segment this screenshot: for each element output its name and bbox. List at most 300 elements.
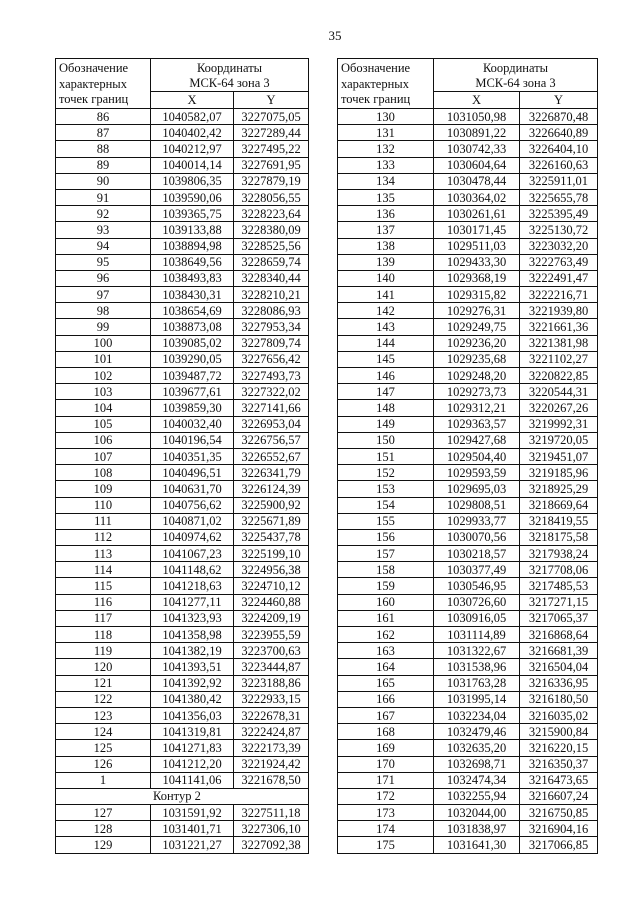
table-row — [338, 270, 598, 286]
header-text-line: точек границ — [341, 92, 411, 106]
point-id-cell: 99 — [56, 319, 151, 335]
point-id-cell: 125 — [56, 740, 151, 756]
point-id-cell: 90 — [56, 173, 151, 189]
y-coordinate-cell: 3219185,96 — [520, 465, 598, 481]
y-coordinate-cell: 3223188,86 — [234, 675, 309, 691]
table-row — [56, 594, 309, 610]
x-coordinate-cell: 1032255,94 — [434, 788, 520, 804]
coordinates-table-right — [337, 58, 598, 854]
x-coordinate-cell: 1030742,33 — [434, 141, 520, 157]
header-text-line: характерных — [59, 76, 127, 91]
table-row — [56, 254, 309, 270]
y-coordinate-cell: 3227141,66 — [234, 400, 309, 416]
table-row — [338, 837, 598, 853]
y-coordinate-cell: 3220267,26 — [520, 400, 598, 416]
coordinates-header — [151, 59, 309, 92]
y-coordinate-cell: 3228340,44 — [234, 270, 309, 286]
point-id-cell: 96 — [56, 270, 151, 286]
point-id-cell: 109 — [56, 481, 151, 497]
table-row — [56, 448, 309, 464]
x-coordinate-cell: 1030891,22 — [434, 125, 520, 141]
table-row — [338, 675, 598, 691]
x-coordinate-cell: 1040631,70 — [151, 481, 234, 497]
point-id-cell: 116 — [56, 594, 151, 610]
x-coordinate-cell: 1038649,56 — [151, 254, 234, 270]
table-row — [56, 562, 309, 578]
x-coordinate-cell: 1032479,46 — [434, 724, 520, 740]
table-row — [338, 319, 598, 335]
x-coordinate-cell: 1039859,30 — [151, 400, 234, 416]
point-id-cell: 168 — [338, 724, 434, 740]
x-coordinate-cell: 1041382,19 — [151, 643, 234, 659]
y-coordinate-cell: 3227289,44 — [234, 125, 309, 141]
y-coordinate-cell: 3216473,65 — [520, 772, 598, 788]
table-row — [338, 659, 598, 675]
y-coordinate-cell: 3216681,39 — [520, 643, 598, 659]
table-row — [56, 546, 309, 562]
x-coordinate-cell: 1031401,71 — [151, 821, 234, 837]
y-coordinate-cell: 3218419,55 — [520, 513, 598, 529]
table-row — [56, 206, 309, 222]
y-coordinate-cell: 3220544,31 — [520, 384, 598, 400]
point-id-cell: 134 — [338, 173, 434, 189]
x-coordinate-cell: 1032044,00 — [434, 805, 520, 821]
point-id-cell: 86 — [56, 109, 151, 125]
x-coordinate-cell: 1041380,42 — [151, 691, 234, 707]
x-coordinate-cell: 1040871,02 — [151, 513, 234, 529]
table-row — [56, 691, 309, 707]
point-id-cell: 128 — [56, 821, 151, 837]
table-row — [56, 303, 309, 319]
point-id-cell: 140 — [338, 270, 434, 286]
point-id-cell: 89 — [56, 157, 151, 173]
table-row — [56, 109, 309, 125]
x-coordinate-cell: 1039290,05 — [151, 351, 234, 367]
table-row — [338, 740, 598, 756]
x-coordinate-cell: 1029312,21 — [434, 400, 520, 416]
table-row — [338, 448, 598, 464]
y-coordinate-cell: 3223444,87 — [234, 659, 309, 675]
y-coordinate-cell: 3225437,78 — [234, 529, 309, 545]
x-coordinate-cell: 1030726,60 — [434, 594, 520, 610]
y-coordinate-cell: 3226404,10 — [520, 141, 598, 157]
page-number: 35 — [328, 28, 342, 43]
header-text-line: Координаты — [482, 60, 549, 75]
x-coordinate-cell: 1030070,56 — [434, 529, 520, 545]
point-id-cell: 127 — [56, 805, 151, 821]
y-coordinate-cell: 3216750,85 — [520, 805, 598, 821]
x-coordinate-cell: 1030218,57 — [434, 546, 520, 562]
table-row — [56, 724, 309, 740]
y-coordinate-cell: 3218925,29 — [520, 481, 598, 497]
y-coordinate-cell: 3226124,39 — [234, 481, 309, 497]
point-id-cell: 120 — [56, 659, 151, 675]
table-row — [56, 368, 309, 384]
point-id-cell: 95 — [56, 254, 151, 270]
x-coordinate-cell: 1032698,71 — [434, 756, 520, 772]
y-coordinate-cell: 3221924,42 — [234, 756, 309, 772]
point-id-cell: 87 — [56, 125, 151, 141]
point-id-cell: 122 — [56, 691, 151, 707]
y-coordinate-cell: 3222424,87 — [234, 724, 309, 740]
x-coordinate-cell: 1031538,96 — [434, 659, 520, 675]
y-coordinate-cell: 3217485,53 — [520, 578, 598, 594]
point-id-cell: 136 — [338, 206, 434, 222]
table-row — [338, 303, 598, 319]
table-row — [338, 206, 598, 222]
x-coordinate-cell: 1031114,89 — [434, 627, 520, 643]
x-coordinate-cell: 1030478,44 — [434, 173, 520, 189]
x-coordinate-cell: 1029504,40 — [434, 448, 520, 464]
table-row — [56, 821, 309, 837]
y-coordinate-cell: 3222678,31 — [234, 707, 309, 723]
point-id-cell: 104 — [56, 400, 151, 416]
point-id-cell: 138 — [338, 238, 434, 254]
table-row — [338, 578, 598, 594]
x-coordinate-cell: 1040402,42 — [151, 125, 234, 141]
x-coordinate-cell: 1041218,63 — [151, 578, 234, 594]
table-row — [56, 270, 309, 286]
point-id-cell: 129 — [56, 837, 151, 853]
x-coordinate-cell: 1041393,51 — [151, 659, 234, 675]
table-row — [56, 481, 309, 497]
x-coordinate-cell: 1039085,02 — [151, 335, 234, 351]
y-coordinate-cell: 3216220,15 — [520, 740, 598, 756]
table-row — [56, 675, 309, 691]
table-row — [338, 368, 598, 384]
table-row — [56, 756, 309, 772]
y-coordinate-cell: 3221381,98 — [520, 335, 598, 351]
table-row — [338, 643, 598, 659]
point-id-cell: 88 — [56, 141, 151, 157]
point-id-cell: 166 — [338, 691, 434, 707]
x-coordinate-cell: 1038654,69 — [151, 303, 234, 319]
table-row — [56, 335, 309, 351]
table-row — [338, 157, 598, 173]
contour-row — [56, 788, 309, 804]
table-row — [56, 740, 309, 756]
x-coordinate-cell: 1040496,51 — [151, 465, 234, 481]
point-id-cell: 141 — [338, 287, 434, 303]
table-row — [56, 141, 309, 157]
y-coordinate-cell: 3227493,73 — [234, 368, 309, 384]
x-coordinate-cell: 1030604,64 — [434, 157, 520, 173]
table-row — [56, 351, 309, 367]
x-coordinate-cell: 1039487,72 — [151, 368, 234, 384]
table-row — [56, 157, 309, 173]
x-coordinate-cell: 1029933,77 — [434, 513, 520, 529]
y-coordinate-cell: 3227322,02 — [234, 384, 309, 400]
y-coordinate-cell: 3223700,63 — [234, 643, 309, 659]
x-coordinate-cell: 1029511,03 — [434, 238, 520, 254]
table-row — [56, 627, 309, 643]
y-coordinate-cell: 3216607,24 — [520, 788, 598, 804]
table-row — [56, 529, 309, 545]
x-coordinate-cell: 1030171,45 — [434, 222, 520, 238]
point-id-cell: 106 — [56, 432, 151, 448]
header-text-line: характерных — [341, 76, 409, 91]
y-coordinate-cell: 3225130,72 — [520, 222, 598, 238]
y-coordinate-cell: 3216904,16 — [520, 821, 598, 837]
header-text-line: МСК-64 зона 3 — [189, 75, 270, 90]
y-coordinate-cell: 3216504,04 — [520, 659, 598, 675]
coordinate-rows — [338, 109, 598, 854]
y-coordinate-cell: 3216350,37 — [520, 756, 598, 772]
point-id-cell: 133 — [338, 157, 434, 173]
table-row — [338, 141, 598, 157]
x-coordinate-cell: 1038873,08 — [151, 319, 234, 335]
y-coordinate-cell: 3227879,19 — [234, 173, 309, 189]
x-coordinate-cell: 1030546,95 — [434, 578, 520, 594]
y-coordinate-cell: 3225395,49 — [520, 206, 598, 222]
point-id-cell: 170 — [338, 756, 434, 772]
point-id-cell: 159 — [338, 578, 434, 594]
point-id-cell: 118 — [56, 627, 151, 643]
table-row — [338, 481, 598, 497]
table-row — [338, 400, 598, 416]
coordinates-header — [434, 59, 598, 92]
point-id-cell: 162 — [338, 627, 434, 643]
point-id-cell: 126 — [56, 756, 151, 772]
table-row — [338, 756, 598, 772]
x-coordinate-cell: 1029593,59 — [434, 465, 520, 481]
table-row — [56, 772, 309, 788]
point-id-cell: 131 — [338, 125, 434, 141]
y-coordinate-cell: 3226756,57 — [234, 432, 309, 448]
table-row — [56, 643, 309, 659]
x-coordinate-cell: 1039806,35 — [151, 173, 234, 189]
y-coordinate-cell: 3227075,05 — [234, 109, 309, 125]
table-row — [338, 465, 598, 481]
point-id-cell: 169 — [338, 740, 434, 756]
table-row — [338, 173, 598, 189]
point-id-cell: 111 — [56, 513, 151, 529]
y-coordinate-cell: 3222491,47 — [520, 270, 598, 286]
table-row — [56, 465, 309, 481]
table-row — [338, 189, 598, 205]
x-coordinate-cell: 1040582,07 — [151, 109, 234, 125]
y-coordinate-cell: 3224460,88 — [234, 594, 309, 610]
point-id-cell: 155 — [338, 513, 434, 529]
point-id-cell: 100 — [56, 335, 151, 351]
table-row — [56, 578, 309, 594]
x-coordinate-cell: 1029235,68 — [434, 351, 520, 367]
y-coordinate-cell: 3217066,85 — [520, 837, 598, 853]
point-id-cell: 110 — [56, 497, 151, 513]
point-id-cell: 151 — [338, 448, 434, 464]
x-coordinate-cell: 1029695,03 — [434, 481, 520, 497]
y-coordinate-cell: 3224710,12 — [234, 578, 309, 594]
table-row — [56, 287, 309, 303]
table-row — [338, 610, 598, 626]
table-row — [338, 821, 598, 837]
table-row — [56, 125, 309, 141]
point-id-cell: 123 — [56, 707, 151, 723]
y-coordinate-cell: 3224209,19 — [234, 610, 309, 626]
y-coordinate-cell: 3228086,93 — [234, 303, 309, 319]
y-coordinate-cell: 3227495,22 — [234, 141, 309, 157]
y-column-header: Y — [520, 92, 598, 109]
y-coordinate-cell: 3225671,89 — [234, 513, 309, 529]
y-coordinate-cell: 3221678,50 — [234, 772, 309, 788]
y-coordinate-cell: 3221939,80 — [520, 303, 598, 319]
point-id-cell: 148 — [338, 400, 434, 416]
x-coordinate-cell: 1031641,30 — [434, 837, 520, 853]
table-row — [338, 529, 598, 545]
table-row — [338, 724, 598, 740]
x-coordinate-cell: 1031995,14 — [434, 691, 520, 707]
point-id-cell: 174 — [338, 821, 434, 837]
y-coordinate-cell: 3222763,49 — [520, 254, 598, 270]
y-coordinate-cell: 3217708,06 — [520, 562, 598, 578]
point-id-cell: 165 — [338, 675, 434, 691]
point-id-cell: 143 — [338, 319, 434, 335]
y-coordinate-cell: 3227953,34 — [234, 319, 309, 335]
x-coordinate-cell: 1029427,68 — [434, 432, 520, 448]
point-id-cell: 164 — [338, 659, 434, 675]
table-row — [56, 189, 309, 205]
point-id-cell: 1 — [56, 772, 151, 788]
table-row — [56, 238, 309, 254]
table-row — [338, 432, 598, 448]
table-row — [338, 254, 598, 270]
point-id-cell: 119 — [56, 643, 151, 659]
point-id-cell: 171 — [338, 772, 434, 788]
y-coordinate-cell: 3220822,85 — [520, 368, 598, 384]
x-coordinate-cell: 1038430,31 — [151, 287, 234, 303]
x-coordinate-cell: 1040196,54 — [151, 432, 234, 448]
point-id-cell: 150 — [338, 432, 434, 448]
table-row — [56, 432, 309, 448]
y-coordinate-cell: 3217271,15 — [520, 594, 598, 610]
y-coordinate-cell: 3224956,38 — [234, 562, 309, 578]
x-coordinate-cell: 1039677,61 — [151, 384, 234, 400]
y-coordinate-cell: 3225199,10 — [234, 546, 309, 562]
x-coordinate-cell: 1029315,82 — [434, 287, 520, 303]
point-id-cell: 124 — [56, 724, 151, 740]
x-coordinate-cell: 1040212,97 — [151, 141, 234, 157]
table-row — [338, 125, 598, 141]
x-coordinate-cell: 1041067,23 — [151, 546, 234, 562]
table-row — [338, 497, 598, 513]
x-coordinate-cell: 1029363,57 — [434, 416, 520, 432]
y-coordinate-cell: 3227092,38 — [234, 837, 309, 853]
y-coordinate-cell: 3225655,78 — [520, 189, 598, 205]
y-coordinate-cell: 3228525,56 — [234, 238, 309, 254]
x-coordinate-cell: 1031591,92 — [151, 805, 234, 821]
table-row — [338, 691, 598, 707]
y-coordinate-cell: 3223032,20 — [520, 238, 598, 254]
point-id-cell: 114 — [56, 562, 151, 578]
x-coordinate-cell: 1032474,34 — [434, 772, 520, 788]
x-coordinate-cell: 1029248,20 — [434, 368, 520, 384]
x-coordinate-cell: 1029368,19 — [434, 270, 520, 286]
table-row — [338, 335, 598, 351]
x-coordinate-cell: 1041212,20 — [151, 756, 234, 772]
y-coordinate-cell: 3228210,21 — [234, 287, 309, 303]
point-id-cell: 113 — [56, 546, 151, 562]
y-coordinate-cell: 3227656,42 — [234, 351, 309, 367]
y-coordinate-cell: 3216035,02 — [520, 707, 598, 723]
header-text-line: МСК-64 зона 3 — [475, 75, 556, 90]
point-id-cell: 102 — [56, 368, 151, 384]
table-row — [338, 513, 598, 529]
table-row — [338, 546, 598, 562]
table-row — [56, 707, 309, 723]
point-id-cell: 107 — [56, 448, 151, 464]
x-coordinate-cell: 1032635,20 — [434, 740, 520, 756]
y-coordinate-cell: 3227809,74 — [234, 335, 309, 351]
table-row — [338, 627, 598, 643]
table-row — [338, 805, 598, 821]
x-coordinate-cell: 1041277,11 — [151, 594, 234, 610]
point-id-cell: 92 — [56, 206, 151, 222]
x-coordinate-cell: 1031763,28 — [434, 675, 520, 691]
y-coordinate-cell: 3216336,95 — [520, 675, 598, 691]
table-row — [338, 772, 598, 788]
point-id-cell: 108 — [56, 465, 151, 481]
point-id-cell: 157 — [338, 546, 434, 562]
coordinate-rows — [56, 109, 309, 854]
x-coordinate-cell: 1032234,04 — [434, 707, 520, 723]
point-id-cell: 139 — [338, 254, 434, 270]
x-coordinate-cell: 1040014,14 — [151, 157, 234, 173]
y-coordinate-cell: 3221102,27 — [520, 351, 598, 367]
table-header-row — [56, 59, 309, 92]
y-coordinate-cell: 3216180,50 — [520, 691, 598, 707]
table-row — [338, 238, 598, 254]
y-coordinate-cell: 3226552,67 — [234, 448, 309, 464]
x-coordinate-cell: 1039590,06 — [151, 189, 234, 205]
x-coordinate-cell: 1030364,02 — [434, 189, 520, 205]
contour-label: Контур 2 — [56, 788, 309, 804]
x-coordinate-cell: 1030377,49 — [434, 562, 520, 578]
point-id-cell: 121 — [56, 675, 151, 691]
x-coordinate-cell: 1039133,88 — [151, 222, 234, 238]
y-coordinate-cell: 3217065,37 — [520, 610, 598, 626]
y-coordinate-cell: 3219451,07 — [520, 448, 598, 464]
x-coordinate-cell: 1038493,83 — [151, 270, 234, 286]
header-text-line: Координаты — [196, 60, 263, 75]
x-coordinate-cell: 1031050,98 — [434, 109, 520, 125]
table-row — [56, 837, 309, 853]
table-row — [56, 173, 309, 189]
y-coordinate-cell: 3216868,64 — [520, 627, 598, 643]
point-id-cell: 135 — [338, 189, 434, 205]
y-coordinate-cell: 3226341,79 — [234, 465, 309, 481]
table-row — [338, 384, 598, 400]
y-column-header: Y — [234, 92, 309, 109]
point-id-cell: 142 — [338, 303, 434, 319]
point-id-cell: 167 — [338, 707, 434, 723]
point-id-cell: 144 — [338, 335, 434, 351]
table-row — [338, 351, 598, 367]
x-column-header: X — [151, 92, 234, 109]
header-text-line: Обозначение — [341, 61, 411, 75]
table-row — [338, 416, 598, 432]
x-coordinate-cell: 1029276,31 — [434, 303, 520, 319]
y-coordinate-cell: 3225900,92 — [234, 497, 309, 513]
point-id-cell: 146 — [338, 368, 434, 384]
x-coordinate-cell: 1041392,92 — [151, 675, 234, 691]
point-id-cell: 93 — [56, 222, 151, 238]
y-coordinate-cell: 3228056,55 — [234, 189, 309, 205]
x-coordinate-cell: 1039365,75 — [151, 206, 234, 222]
point-id-cell: 101 — [56, 351, 151, 367]
point-id-cell: 147 — [338, 384, 434, 400]
point-id-cell: 112 — [56, 529, 151, 545]
y-coordinate-cell: 3218669,64 — [520, 497, 598, 513]
